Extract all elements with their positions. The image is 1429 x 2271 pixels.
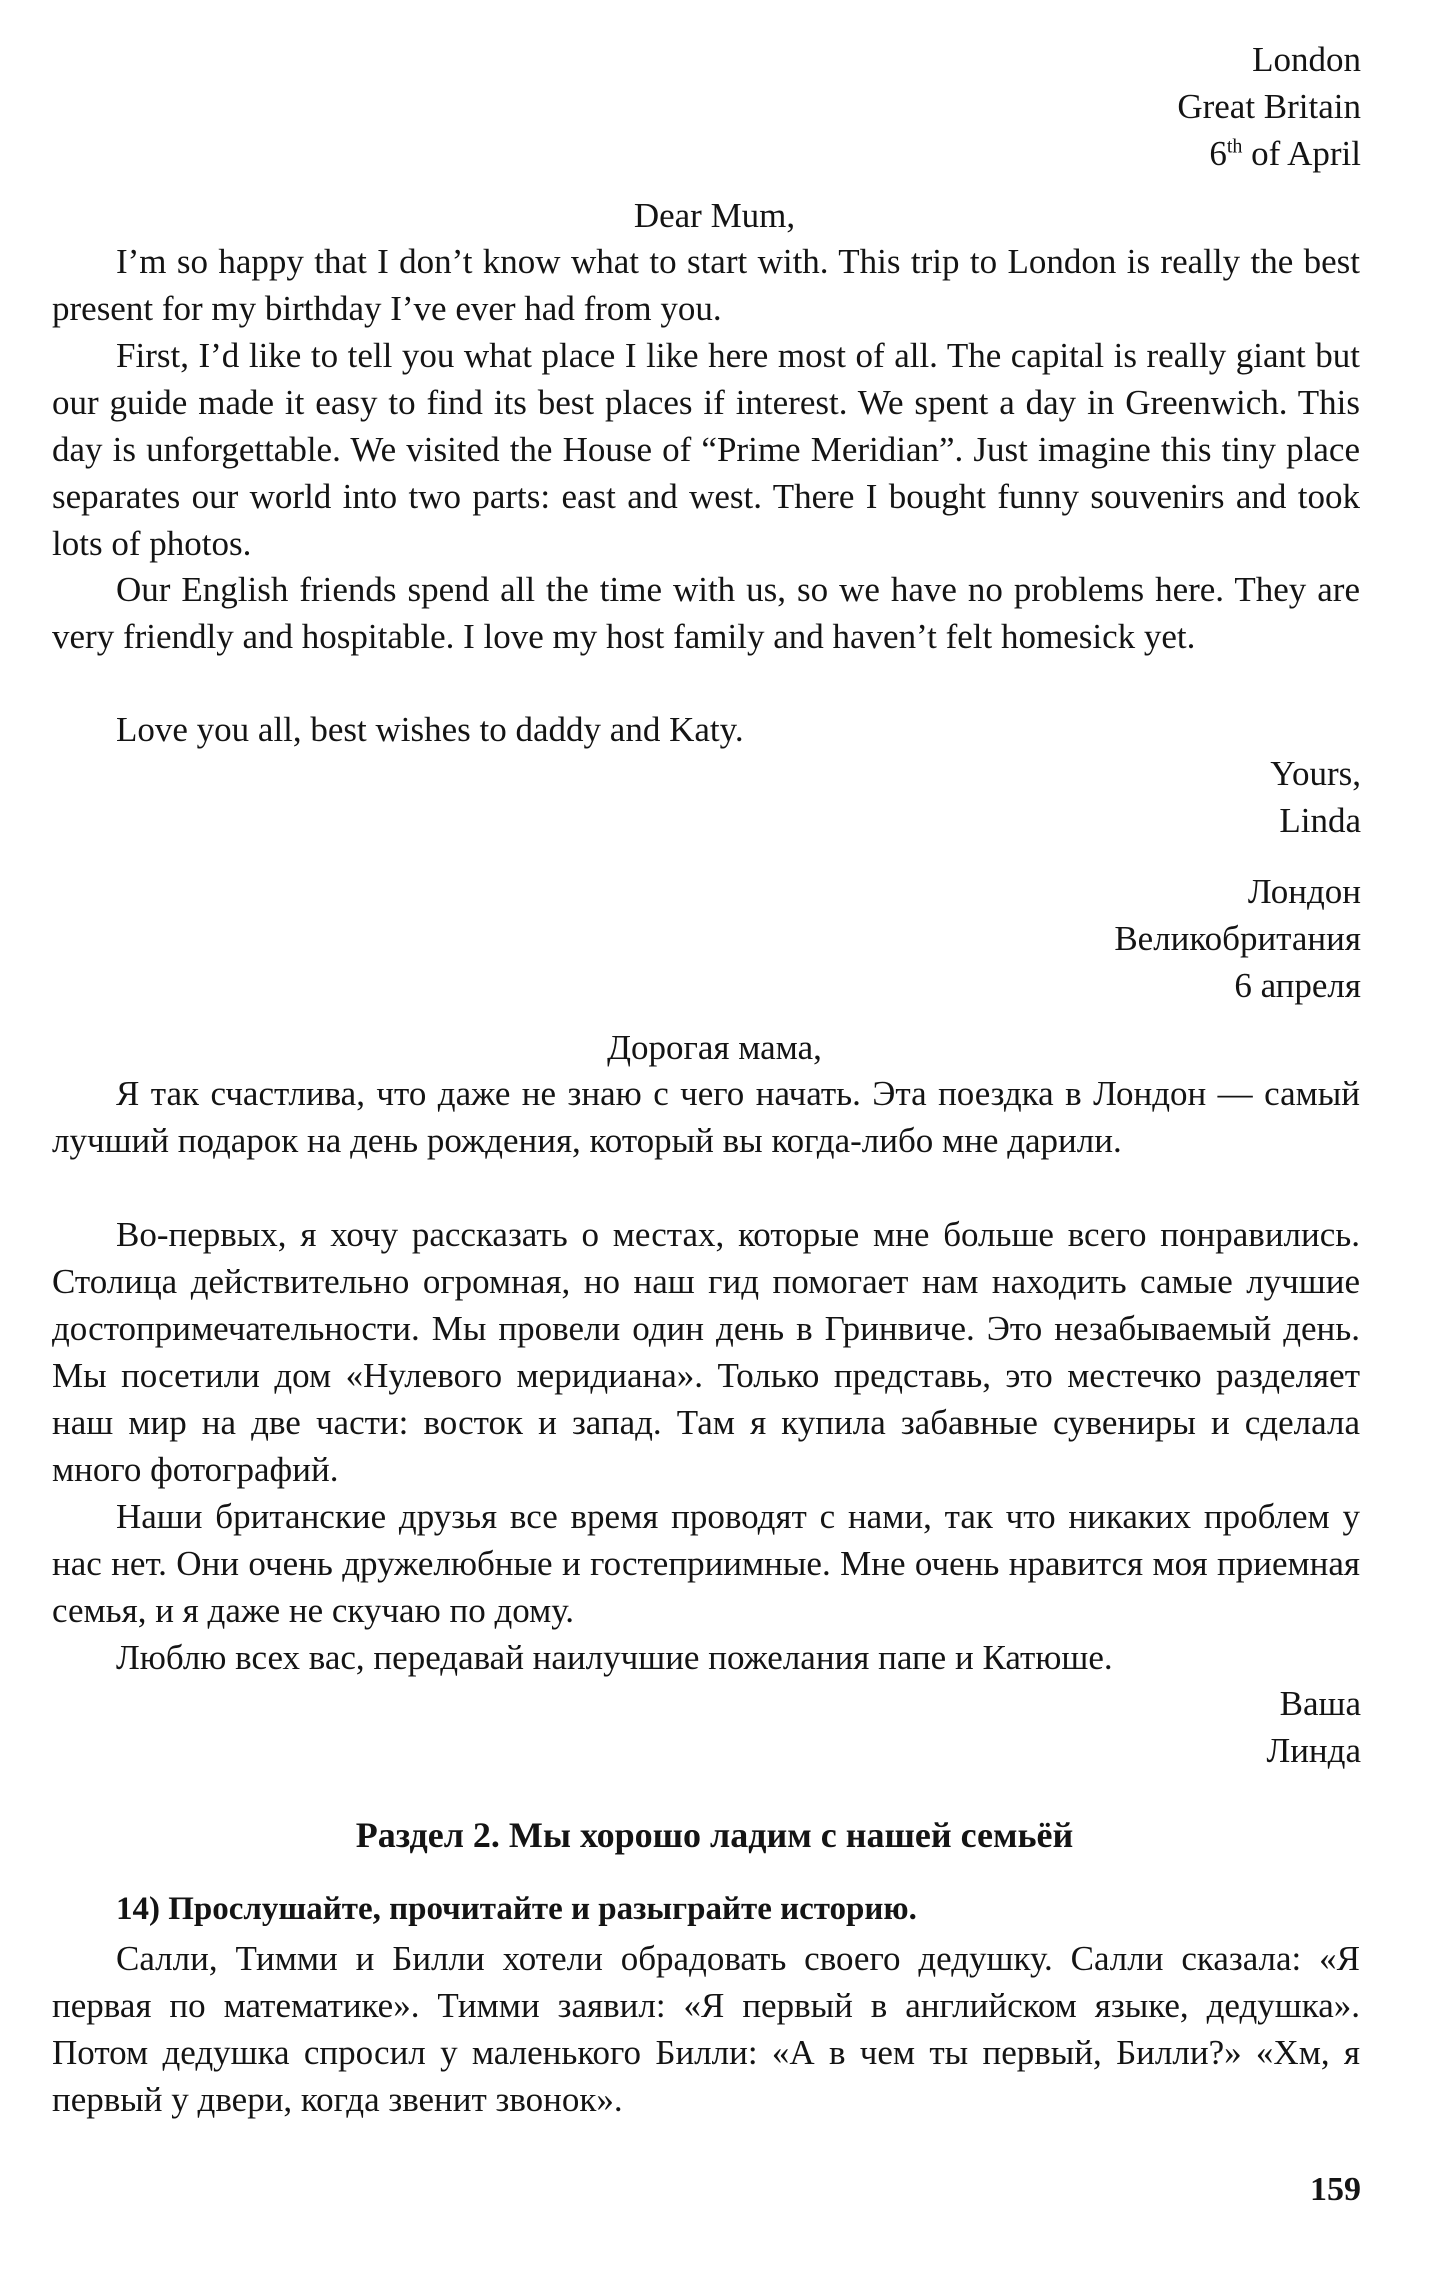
en-address-city: London	[1252, 40, 1361, 79]
ru-paragraph-1: Я так счастлива, что даже не знаю с чего начать. Эта поездка в Лондон — самый лучший подарок на день рождения, который вы когда-либо мне дарили.	[52, 1074, 1360, 1160]
en-date-month: of April	[1242, 134, 1361, 173]
en-paragraph-1: I’m so happy that I don’t know what to start with. This trip to London is really the best present for my birthday I’ve ever had from you.	[52, 242, 1360, 328]
ru-address-city: Лондон	[1247, 872, 1361, 911]
ru-signoff-yours: Ваша	[1279, 1684, 1361, 1723]
en-date-suffix: th	[1226, 135, 1243, 158]
en-closing-line: Love you all, best wishes to daddy and Katy.	[116, 710, 744, 749]
en-paragraph-2: First, I’d like to tell you what place I like here most of all. The capital is really giant but our guide made it easy to find its best places if interest. We spent a day in Greenwich. This day is unforgettable. We visited the House of “Prime Meridian”. Just imagine this tiny place separates our world into two parts: east and west. There I bought funny souvenirs and took lots of photos.	[52, 336, 1360, 563]
ru-closing-line: Люблю всех вас, передавай наилучшие пожелания папе и Катюше.	[116, 1638, 1113, 1677]
story-paragraph: Салли, Тимми и Билли хотели обрадовать своего дедушку. Салли сказала: «Я первая по математике». Тимми заявил: «Я первый в английском языке, дедушка». Потом дедушка спросил у маленького Билли: «А в чем ты первый, Билли?» «Хм, я первый у двери, когда звенит звонок».	[52, 1939, 1360, 2119]
ru-address-country: Великобритания	[1114, 919, 1361, 958]
task-heading: 14) Прослушайте, прочитайте и разыграйте историю.	[116, 1891, 917, 1927]
en-signoff-yours: Yours,	[1270, 754, 1361, 793]
ru-paragraph-3: Наши британские друзья все время проводят с нами, так что никаких проблем у нас нет. Они очень дружелюбные и гостеприимные. Мне очень нравится моя приемная семья, и я даже не скучаю по дому.	[52, 1497, 1360, 1630]
ru-date: 6 апреля	[1234, 966, 1361, 1005]
en-address-country: Great Britain	[1177, 87, 1361, 126]
en-date-day: 6	[1209, 134, 1227, 173]
en-date	[1209, 130, 1361, 177]
en-paragraph-3: Our English friends spend all the time with us, so we have no problems here. They are very friendly and hospitable. I love my host family and haven’t felt homesick yet.	[52, 570, 1360, 656]
en-signoff-name: Linda	[1279, 801, 1361, 840]
en-greeting: Dear Mum,	[633, 196, 796, 235]
ru-signoff-name: Линда	[1266, 1731, 1361, 1770]
ru-paragraph-2: Во-первых, я хочу рассказать о местах, которые мне больше всего понравились. Столица действительно огромная, но наш гид помогает нам находить самые лучшие достопримечательности. Мы провели один день в Гринвиче. Это незабываемый день. Мы посетили дом «Нулевого меридиана». Только представь, это местечко разделяет наш мир на две части: восток и запад. Там я купила забавные сувениры и сделала много фотографий.	[52, 1215, 1360, 1489]
page-number: 159	[1310, 2171, 1361, 2208]
section-title: Раздел 2. Мы хорошо ладим с нашей семьёй	[355, 1815, 1074, 1855]
ru-greeting: Дорогая мама,	[607, 1028, 822, 1067]
